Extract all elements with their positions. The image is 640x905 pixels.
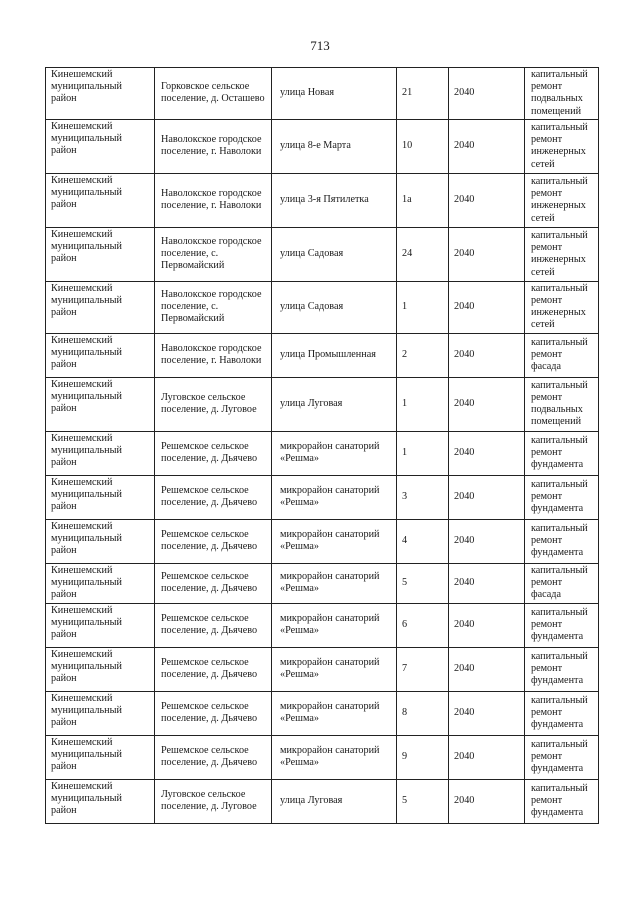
work-type-cell: капитальный ремонт фундамента xyxy=(525,735,599,779)
work-type-cell: капитальный ремонт инженерных сетей xyxy=(525,227,599,281)
repair-schedule-table xyxy=(45,67,599,824)
table-row xyxy=(46,377,599,431)
year-cell: 2040 xyxy=(449,68,525,120)
table-row xyxy=(46,779,599,823)
year-cell: 2040 xyxy=(449,333,525,377)
table-row xyxy=(46,475,599,519)
year-cell: 2040 xyxy=(449,563,525,603)
year-cell: 2040 xyxy=(449,377,525,431)
work-type-cell: капитальный ремонт инженерных сетей xyxy=(525,119,599,173)
house-number-cell: 9 xyxy=(397,735,449,779)
district-cell: Кинешемский муниципальный район xyxy=(46,735,155,779)
settlement-cell: Решемское сельское поселение, д. Дьячево xyxy=(155,431,272,475)
table-row xyxy=(46,68,599,120)
settlement-cell: Решемское сельское поселение, д. Дьячево xyxy=(155,519,272,563)
settlement-cell: Наволокское городское поселение, с. Первомайский xyxy=(155,227,272,281)
house-number-cell: 1а xyxy=(397,173,449,227)
house-number-cell: 2 xyxy=(397,333,449,377)
district-cell: Кинешемский муниципальный район xyxy=(46,519,155,563)
street-cell: улица Промышленная xyxy=(272,333,397,377)
year-cell: 2040 xyxy=(449,119,525,173)
district-cell: Кинешемский муниципальный район xyxy=(46,603,155,647)
table-row xyxy=(46,431,599,475)
district-cell: Кинешемский муниципальный район xyxy=(46,691,155,735)
street-cell: улица 8-е Марта xyxy=(272,119,397,173)
table-row xyxy=(46,603,599,647)
settlement-cell: Решемское сельское поселение, д. Дьячево xyxy=(155,647,272,691)
street-cell: улица 3-я Пятилетка xyxy=(272,173,397,227)
house-number-cell: 1 xyxy=(397,281,449,333)
street-cell: микрорайон санаторий «Решма» xyxy=(272,475,397,519)
work-type-cell: капитальный ремонт фундамента xyxy=(525,519,599,563)
work-type-cell: капитальный ремонт фундамента xyxy=(525,779,599,823)
district-cell: Кинешемский муниципальный район xyxy=(46,475,155,519)
settlement-cell: Наволокское городское поселение, г. Наволоки xyxy=(155,333,272,377)
house-number-cell: 21 xyxy=(397,68,449,120)
table-row xyxy=(46,333,599,377)
work-type-cell: капитальный ремонт инженерных сетей xyxy=(525,281,599,333)
house-number-cell: 8 xyxy=(397,691,449,735)
work-type-cell: капитальный ремонт фасада xyxy=(525,563,599,603)
district-cell: Кинешемский муниципальный район xyxy=(46,281,155,333)
house-number-cell: 5 xyxy=(397,563,449,603)
settlement-cell: Решемское сельское поселение, д. Дьячево xyxy=(155,603,272,647)
house-number-cell: 6 xyxy=(397,603,449,647)
street-cell: улица Луговая xyxy=(272,377,397,431)
street-cell: улица Луговая xyxy=(272,779,397,823)
house-number-cell: 1 xyxy=(397,377,449,431)
work-type-cell: капитальный ремонт фундамента xyxy=(525,431,599,475)
work-type-cell: капитальный ремонт фундамента xyxy=(525,475,599,519)
year-cell: 2040 xyxy=(449,173,525,227)
district-cell: Кинешемский муниципальный район xyxy=(46,68,155,120)
work-type-cell: капитальный ремонт инженерных сетей xyxy=(525,173,599,227)
street-cell: улица Садовая xyxy=(272,281,397,333)
district-cell: Кинешемский муниципальный район xyxy=(46,431,155,475)
house-number-cell: 3 xyxy=(397,475,449,519)
street-cell: микрорайон санаторий «Решма» xyxy=(272,603,397,647)
work-type-cell: капитальный ремонт фасада xyxy=(525,333,599,377)
house-number-cell: 4 xyxy=(397,519,449,563)
year-cell: 2040 xyxy=(449,475,525,519)
district-cell: Кинешемский муниципальный район xyxy=(46,173,155,227)
table-row xyxy=(46,227,599,281)
settlement-cell: Горковское сельское поселение, д. Осташево xyxy=(155,68,272,120)
work-type-cell: капитальный ремонт подвальных помещений xyxy=(525,68,599,120)
year-cell: 2040 xyxy=(449,281,525,333)
street-cell: микрорайон санаторий «Решма» xyxy=(272,691,397,735)
house-number-cell: 5 xyxy=(397,779,449,823)
table-row xyxy=(46,691,599,735)
page-number: 713 xyxy=(310,38,330,53)
street-cell: микрорайон санаторий «Решма» xyxy=(272,431,397,475)
work-type-cell: капитальный ремонт подвальных помещений xyxy=(525,377,599,431)
district-cell: Кинешемский муниципальный район xyxy=(46,333,155,377)
settlement-cell: Наволокское городское поселение, с. Первомайский xyxy=(155,281,272,333)
settlement-cell: Наволокское городское поселение, г. Наволоки xyxy=(155,173,272,227)
settlement-cell: Луговское сельское поселение, д. Луговое xyxy=(155,377,272,431)
year-cell: 2040 xyxy=(449,603,525,647)
table-row xyxy=(46,563,599,603)
district-cell: Кинешемский муниципальный район xyxy=(46,563,155,603)
year-cell: 2040 xyxy=(449,735,525,779)
table-row xyxy=(46,119,599,173)
year-cell: 2040 xyxy=(449,647,525,691)
district-cell: Кинешемский муниципальный район xyxy=(46,779,155,823)
street-cell: микрорайон санаторий «Решма» xyxy=(272,735,397,779)
settlement-cell: Решемское сельское поселение, д. Дьячево xyxy=(155,563,272,603)
work-type-cell: капитальный ремонт фундамента xyxy=(525,691,599,735)
table-row xyxy=(46,281,599,333)
year-cell: 2040 xyxy=(449,779,525,823)
settlement-cell: Решемское сельское поселение, д. Дьячево xyxy=(155,691,272,735)
year-cell: 2040 xyxy=(449,519,525,563)
house-number-cell: 1 xyxy=(397,431,449,475)
house-number-cell: 10 xyxy=(397,119,449,173)
settlement-cell: Наволокское городское поселение, г. Наволоки xyxy=(155,119,272,173)
table-row xyxy=(46,647,599,691)
table-body xyxy=(46,68,599,824)
district-cell: Кинешемский муниципальный район xyxy=(46,647,155,691)
house-number-cell: 7 xyxy=(397,647,449,691)
table-row xyxy=(46,173,599,227)
table-row xyxy=(46,519,599,563)
year-cell: 2040 xyxy=(449,691,525,735)
district-cell: Кинешемский муниципальный район xyxy=(46,377,155,431)
street-cell: микрорайон санаторий «Решма» xyxy=(272,563,397,603)
house-number-cell: 24 xyxy=(397,227,449,281)
district-cell: Кинешемский муниципальный район xyxy=(46,227,155,281)
street-cell: улица Садовая xyxy=(272,227,397,281)
street-cell: микрорайон санаторий «Решма» xyxy=(272,519,397,563)
work-type-cell: капитальный ремонт фундамента xyxy=(525,647,599,691)
district-cell: Кинешемский муниципальный район xyxy=(46,119,155,173)
year-cell: 2040 xyxy=(449,227,525,281)
street-cell: улица Новая xyxy=(272,68,397,120)
table-row xyxy=(46,735,599,779)
year-cell: 2040 xyxy=(449,431,525,475)
settlement-cell: Решемское сельское поселение, д. Дьячево xyxy=(155,475,272,519)
street-cell: микрорайон санаторий «Решма» xyxy=(272,647,397,691)
work-type-cell: капитальный ремонт фундамента xyxy=(525,603,599,647)
settlement-cell: Луговское сельское поселение, д. Луговое xyxy=(155,779,272,823)
settlement-cell: Решемское сельское поселение, д. Дьячево xyxy=(155,735,272,779)
